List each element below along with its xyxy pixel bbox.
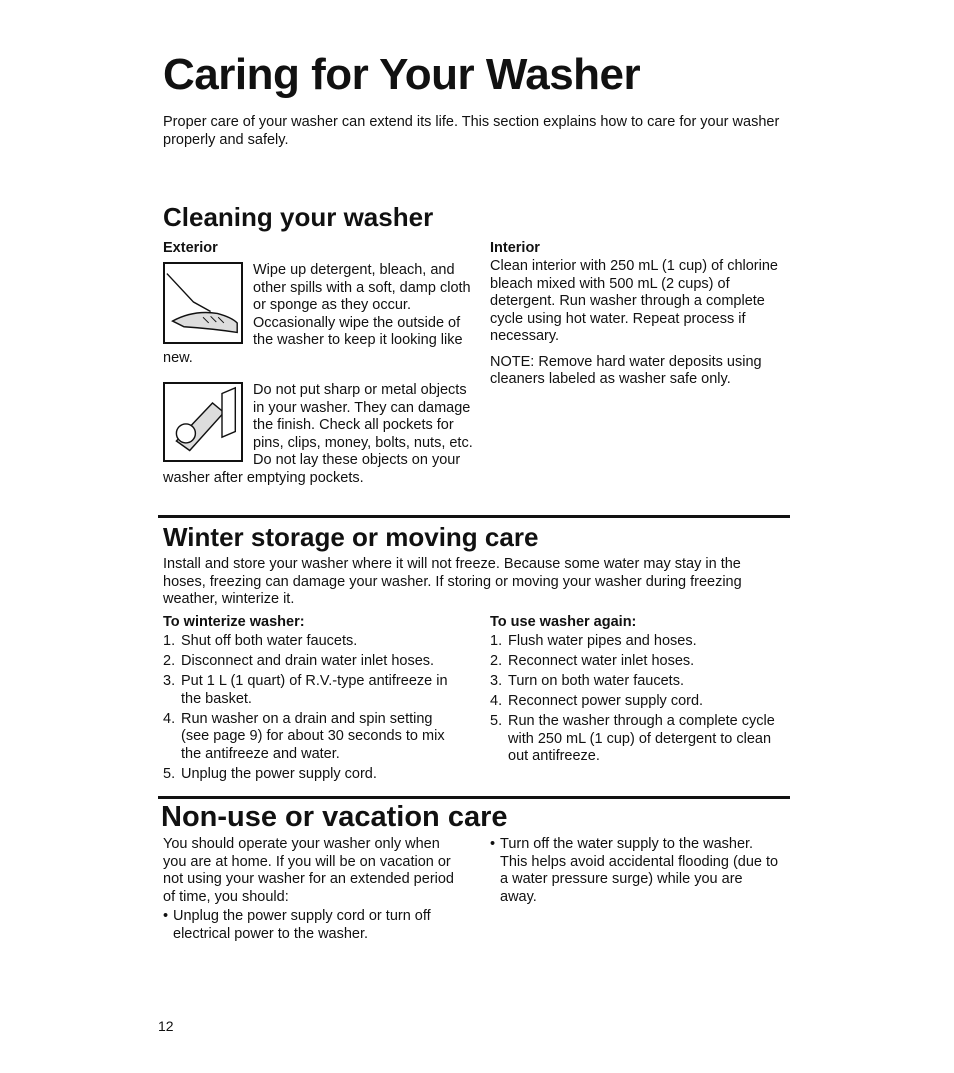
interior-note [490, 354, 790, 389]
use-again-section [490, 614, 790, 768]
vacation-left-column [163, 836, 463, 943]
interior-text: Clean interior with 250 mL (1 cup) of chlorine bleach mixed with 500 mL (2 cups) of detergent. Run washer through a complete cycle using hot water. Repeat process if necessary. [490, 258, 778, 344]
section-divider [158, 515, 790, 518]
exterior-sharp-objects-text: Do not put sharp or metal objects in your washer. They can damage the finish. Check all pockets for pins, clips, money, bolts, nuts, etc. Do not lay these objects on your washer after emptying pockets. [163, 382, 473, 486]
list-item: 1. Shut off both water faucets. [163, 633, 358, 649]
bullet-icon: • [163, 908, 169, 924]
bullet-icon: • [490, 836, 496, 852]
note-label: NOTE: [490, 353, 535, 370]
list-item: 4. Reconnect power supply cord. [490, 693, 704, 709]
interior-heading: Interior [490, 240, 540, 256]
vacation-intro: You should operate your washer only when you are at home. If you will be on vacation or not using your washer for an extended period of time, you should: [163, 836, 454, 905]
use-again-heading: To use washer again: [490, 614, 637, 630]
interior-section [490, 240, 790, 389]
exterior-heading: Exterior [163, 240, 218, 256]
list-item: 3. Turn on both water faucets. [490, 673, 684, 689]
list-item: 2. Disconnect and drain water inlet hoses. [163, 653, 435, 669]
vacation-bullet-water: • Turn off the water supply to the washer. This helps avoid accidental flooding (due to a water pressure surge) while you are away. [490, 836, 779, 905]
winterize-steps-list [163, 633, 463, 783]
list-item: 5. Run the washer through a complete cycle with 250 mL (1 cup) of detergent to clean out antifreeze. [490, 713, 775, 764]
exterior-block-2 [163, 382, 473, 487]
winter-intro: Install and store your washer where it will not freeze. Because some water may stay in the hoses, freezing can damage your washer. If storing or moving your washer during freezing weather, winterize it. [163, 556, 742, 607]
list-item: 4. Run washer on a drain and spin setting (see page 9) for about 30 seconds to mix the antifreeze and water. [163, 710, 445, 762]
cleaning-heading: Cleaning your washer [163, 202, 434, 232]
winterize-section [163, 614, 463, 786]
list-item: 2. Reconnect water inlet hoses. [490, 653, 695, 669]
page-number: 12 [158, 1018, 174, 1034]
note-text: Remove hard water deposits using cleaners labeled as washer safe only. [490, 353, 762, 387]
exterior-wipe-text: Wipe up detergent, bleach, and other spills with a soft, damp cloth or sponge as they occur. Occasionally wipe the outside of the washer to keep it looking like new. [163, 262, 471, 366]
page-title: Caring for Your Washer [163, 50, 641, 99]
wiping-cloth-icon [163, 262, 243, 344]
intro-paragraph: Proper care of your washer can extend its life. This section explains how to care for your washer properly and safely. [163, 114, 780, 148]
winterize-heading: To winterize washer: [163, 614, 305, 630]
vacation-right-column [490, 836, 780, 906]
list-item: 1. Flush water pipes and hoses. [490, 633, 697, 649]
winter-heading: Winter storage or moving care [163, 522, 539, 552]
vacation-bullet-unplug: • Unplug the power supply cord or turn off electrical power to the washer. [163, 908, 431, 942]
exterior-block-1 [163, 262, 473, 367]
list-item: 5. Unplug the power supply cord. [163, 765, 377, 782]
exterior-section [163, 240, 473, 487]
sharp-objects-icon [163, 382, 243, 462]
vacation-heading: Non-use or vacation care [161, 801, 508, 833]
list-item: 3. Put 1 L (1 quart) of R.V.-type antifreeze in the basket. [163, 673, 448, 707]
use-again-steps-list [490, 633, 790, 766]
section-divider [158, 796, 790, 799]
